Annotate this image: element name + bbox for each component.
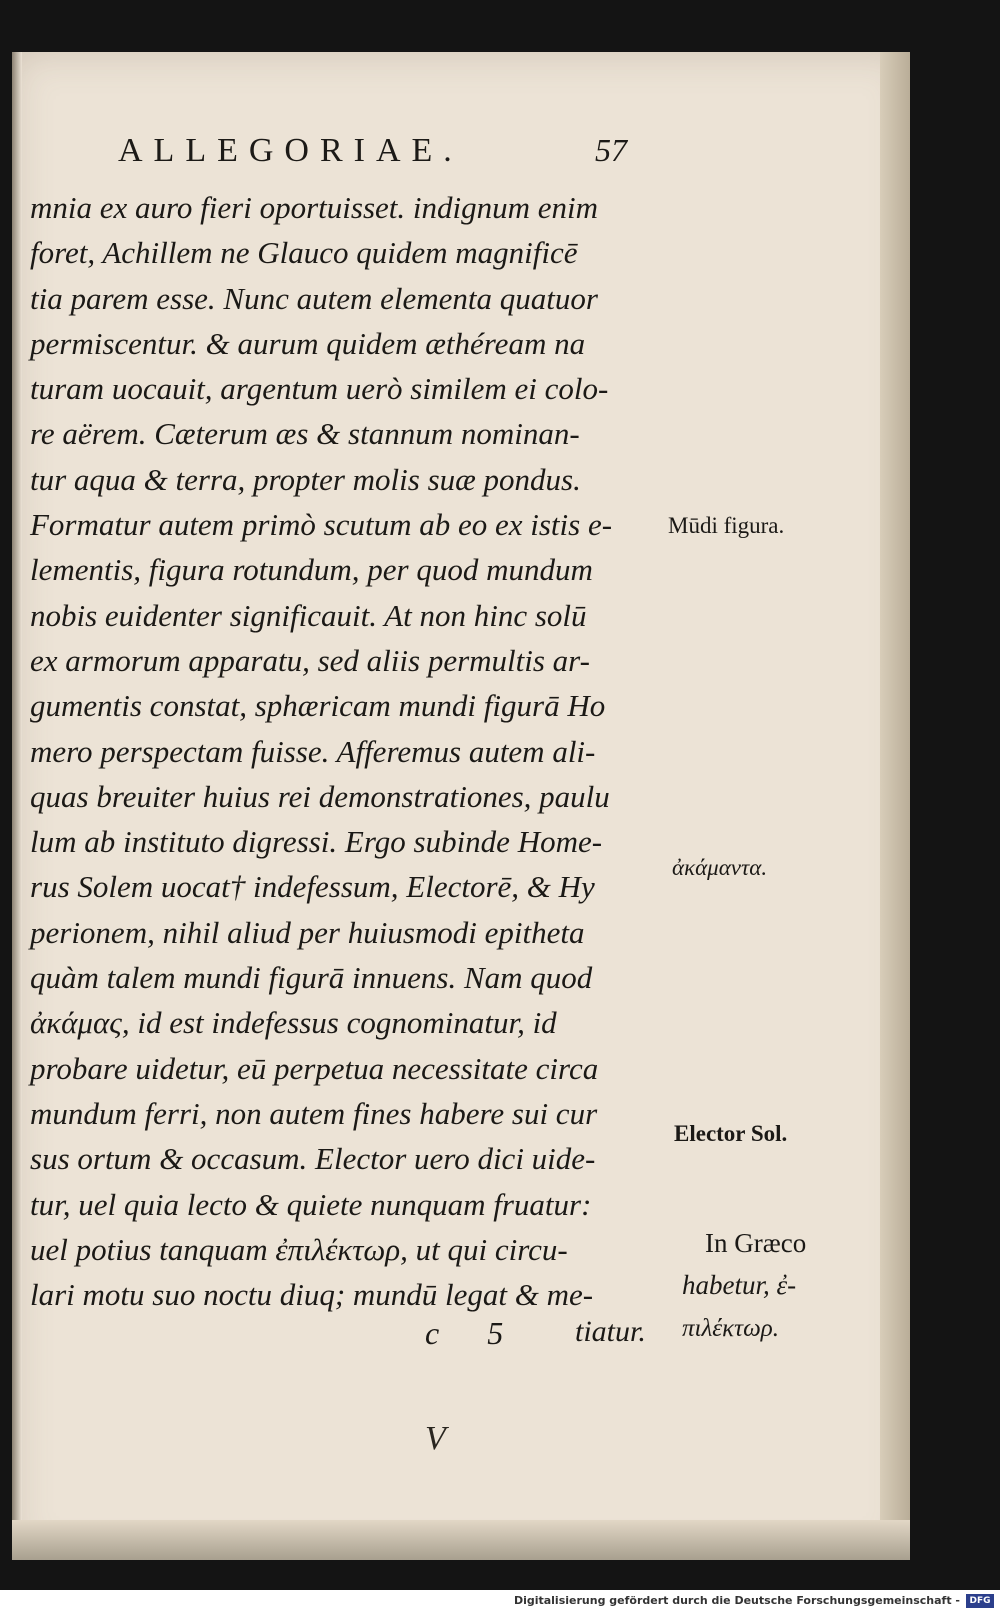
running-head: ALLEGORIAE. xyxy=(118,132,463,169)
page-bottom-edge xyxy=(12,1520,910,1560)
marginal-note-in-graeco: In Græco xyxy=(705,1228,807,1258)
text-line: ἀκάμας, id est indefessus cognominatur, id xyxy=(30,1005,557,1041)
text-line: probare uidetur, eū perpetua necessitate circa xyxy=(30,1050,599,1086)
handwritten-mark: V xyxy=(425,1420,446,1457)
marginal-note-akamanta: ἀκάμαντα. xyxy=(672,855,768,880)
page-edge xyxy=(880,52,910,1560)
marginal-note-greek-word: πιλέκτωρ. xyxy=(682,1315,779,1342)
body-text xyxy=(30,185,650,1317)
text-line: lum ab instituto digressi. Ergo subinde Home- xyxy=(30,824,603,860)
text-line: perionem, nihil aliud per huiusmodi epitheta xyxy=(30,914,585,950)
text-line: nobis euidenter significauit. At non hinc solū xyxy=(30,597,587,633)
text-line: gumentis constat, sphæricam mundi figurā Ho xyxy=(30,688,606,724)
text-line: mnia ex auro fieri oportuisset. indignum enim xyxy=(30,190,599,225)
digitization-footer xyxy=(0,1590,1000,1617)
text-line: permiscentur. & aurum quidem æthéream na xyxy=(30,325,586,361)
text-line: sus ortum & occasum. Elector uero dici uide- xyxy=(30,1141,596,1177)
text-line: tur, uel quia lecto & quiete nunquam fruatur: xyxy=(30,1186,592,1222)
footer-credit: Digitalisierung gefördert durch die Deutsche Forschungsgemeinschaft - xyxy=(513,1594,960,1607)
text-line: quas breuiter huius rei demonstrationes, paulu xyxy=(30,778,610,814)
page-number: 57 xyxy=(595,132,627,168)
text-line: rus Solem uocat† indefessum, Electorē, & Hy xyxy=(30,869,595,905)
text-line: quàm talem mundi figurā innuens. Nam quod xyxy=(30,960,593,996)
text-line: Formatur autem primò scutum ab eo ex istis e- xyxy=(30,507,613,543)
text-line: mundum ferri, non autem fines habere sui cur xyxy=(30,1095,598,1131)
catchword: tiatur. xyxy=(575,1315,646,1348)
signature-mark: c 5 xyxy=(425,1315,524,1351)
gutter-shadow xyxy=(12,52,22,1560)
dfg-logo-icon: DFG xyxy=(966,1594,994,1608)
text-line: re aërem. Cæterum æs & stannum nominan- xyxy=(30,416,580,452)
text-line: turam uocauit, argentum uerò similem ei colo- xyxy=(30,371,609,407)
text-line: foret, Achillem ne Glauco quidem magnificē xyxy=(30,235,578,271)
marginal-note-elector-sol: Elector Sol. xyxy=(674,1121,788,1146)
marginal-note-habetur: habetur, ἐ- xyxy=(682,1270,797,1300)
text-line: tia parem esse. Nunc autem elementa quatuor xyxy=(30,280,598,316)
text-line: lementis, figura rotundum, per quod mundum xyxy=(30,552,593,588)
marginal-note-mundi-figura: Mūdi figura. xyxy=(668,513,785,538)
text-line: ex armorum apparatu, sed aliis permultis ar- xyxy=(30,642,590,678)
text-line: lari motu suo noctu diuq; mundū legat & me- xyxy=(30,1277,594,1313)
text-line: tur aqua & terra, propter molis suæ pondus. xyxy=(30,461,581,497)
text-line: mero perspectam fuisse. Afferemus autem ali- xyxy=(30,733,596,769)
text-line: uel potius tanquam ἐπιλέκτωρ, ut qui circu- xyxy=(30,1231,568,1267)
